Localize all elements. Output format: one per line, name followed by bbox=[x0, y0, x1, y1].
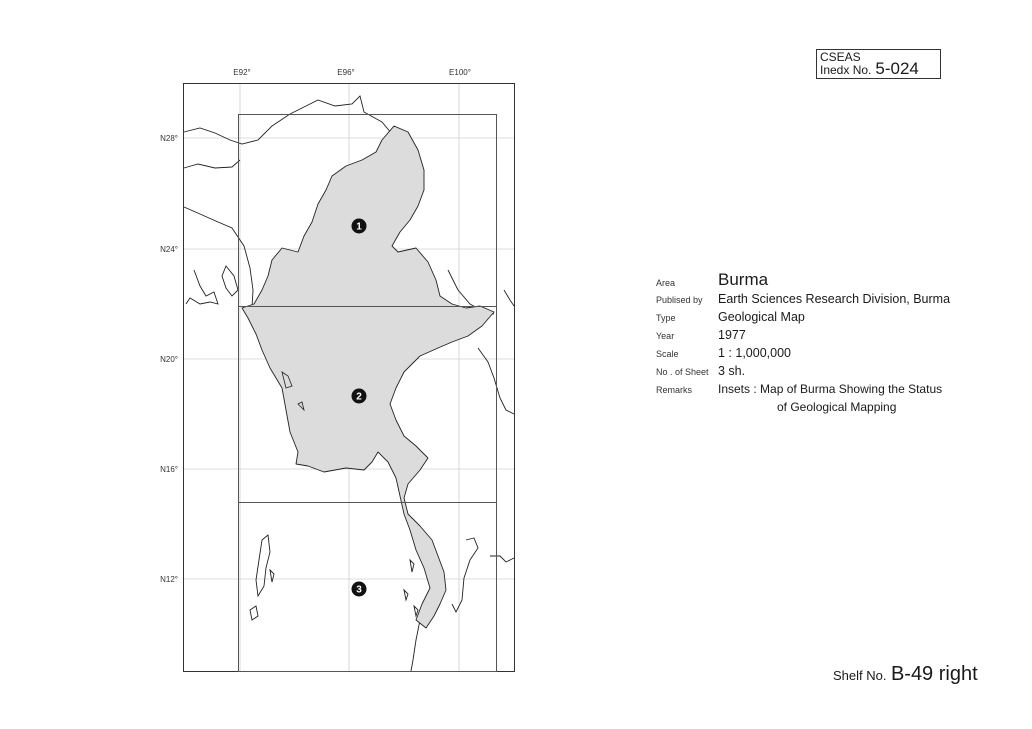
latitude-label: N16° bbox=[160, 465, 178, 474]
shelf-label: Shelf No. bbox=[833, 668, 887, 683]
type-value: Geological Map bbox=[718, 310, 805, 324]
latitude-label: N28° bbox=[160, 134, 178, 143]
published-value: Earth Sciences Research Division, Burma bbox=[718, 292, 951, 306]
scale-value: 1 : 1,000,000 bbox=[718, 346, 791, 360]
area-label: Area bbox=[656, 278, 676, 288]
sheet-marker-number: 2 bbox=[356, 391, 362, 403]
sheet-marker-number: 1 bbox=[356, 221, 362, 233]
latitude-label: N12° bbox=[160, 575, 178, 584]
index-number: 5-024 bbox=[875, 59, 919, 78]
sheet-marker-number: 3 bbox=[356, 584, 362, 596]
latitude-label: N20° bbox=[160, 355, 178, 364]
type-label: Type bbox=[656, 313, 676, 323]
longitude-label: E100° bbox=[449, 68, 471, 77]
index-number-line bbox=[820, 59, 940, 78]
index-number-box bbox=[816, 49, 941, 79]
sheet-marker-2 bbox=[352, 389, 367, 404]
year-label: Year bbox=[656, 331, 675, 341]
area-value: Burma bbox=[718, 270, 769, 289]
remarks-label: Remarks bbox=[656, 385, 693, 395]
shelf-number bbox=[833, 663, 978, 686]
published-label: Publised by bbox=[656, 295, 703, 305]
scale-label: Scale bbox=[656, 349, 679, 359]
sheet-marker-1 bbox=[352, 219, 367, 234]
burma-land bbox=[242, 126, 494, 628]
longitude-label: E92° bbox=[233, 68, 251, 77]
remarks-value: Insets : Map of Burma Showing the Status bbox=[718, 382, 943, 396]
sheets-value: 3 sh. bbox=[718, 364, 746, 378]
shelf-value: B-49 right bbox=[890, 663, 978, 685]
latitude-label: N24° bbox=[160, 245, 178, 254]
index-prefix: CSEAS bbox=[820, 50, 861, 64]
sheet-marker-3 bbox=[352, 582, 367, 597]
longitude-label: E96° bbox=[337, 68, 355, 77]
remarks-continuation: of Geological Mapping bbox=[777, 400, 897, 414]
index-label: Inedx No. bbox=[820, 63, 872, 77]
sheets-label: No . of Sheet bbox=[656, 367, 709, 377]
year-value: 1977 bbox=[718, 328, 746, 342]
